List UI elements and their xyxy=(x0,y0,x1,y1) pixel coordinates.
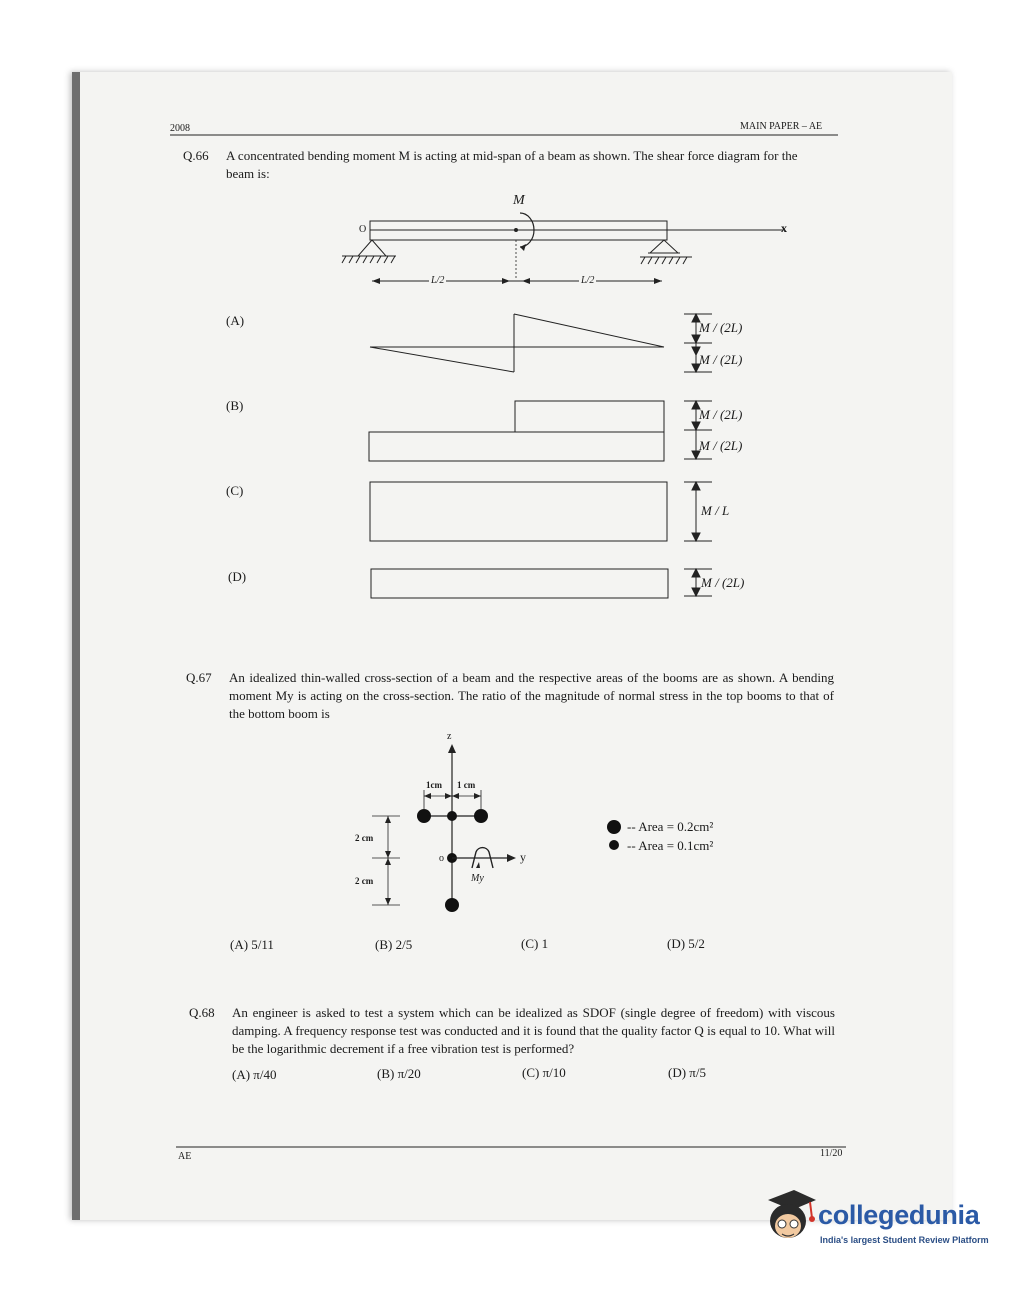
q66-half-left: L/2 xyxy=(431,275,445,286)
q67-legend-large: -- Area = 0.2cm² xyxy=(627,819,714,834)
watermark-tagline: India's largest Student Review Platform xyxy=(820,1235,989,1245)
q67-dim-1cm-left: 1cm xyxy=(426,780,442,790)
q66-origin-label: O xyxy=(359,224,367,235)
header-paper: MAIN PAPER – AE xyxy=(740,121,823,132)
q67-my-label: My xyxy=(471,873,484,884)
header-year: 2008 xyxy=(170,123,190,134)
q67-option-c: (C) 1 xyxy=(521,936,549,951)
q66-a-dim-upper: M / (2L) xyxy=(699,320,743,335)
q66-option-c-label: (C) xyxy=(226,483,244,498)
q66-d-dim: M / (2L) xyxy=(701,575,745,590)
q67-text: An idealized thin-walled cross-section of a beam and the respective areas of the booms are as shown. A bending moment My is acting on the cross-section. The ratio of the magnitude of normal stress in the top booms to that of the bottom boom is xyxy=(229,670,834,721)
watermark-brand: collegedunia xyxy=(818,1200,980,1230)
q67-dim-1cm-right: 1 cm xyxy=(457,780,476,790)
q67-legend-small: -- Area = 0.1cm² xyxy=(627,838,714,853)
q68-option-c: (C) π/10 xyxy=(522,1065,566,1080)
q67-option-b: (B) 2/5 xyxy=(375,937,413,952)
q66-moment-label: M xyxy=(513,193,525,208)
q67-dim-2cm-top: 2 cm xyxy=(355,833,374,843)
q67-number: Q.67 xyxy=(186,670,212,685)
q66-c-dim: M / L xyxy=(701,503,730,518)
footer-left: AE xyxy=(178,1151,192,1162)
q67-option-a: (A) 5/11 xyxy=(230,937,274,952)
q67-z-label: z xyxy=(447,731,452,742)
q68-option-d: (D) π/5 xyxy=(668,1065,706,1080)
q66-text: A concentrated bending moment M is acting at mid-span of a beam as shown. The shear force diagram for the beam is: xyxy=(226,148,798,181)
q66-option-d-label: (D) xyxy=(228,569,247,584)
q67-dim-2cm-bottom: 2 cm xyxy=(355,876,374,886)
q67-o-label: o xyxy=(439,853,444,864)
mascot-icon xyxy=(760,1188,816,1250)
q68-option-a: (A) π/40 xyxy=(232,1067,277,1082)
q66-a-dim-lower: M / (2L) xyxy=(699,352,743,367)
footer-page: 11/20 xyxy=(820,1148,843,1159)
q66-option-a-label: (A) xyxy=(226,313,245,328)
q68-number: Q.68 xyxy=(189,1005,215,1020)
q66-axis-x-label: x xyxy=(781,221,787,235)
q66-number: Q.66 xyxy=(183,148,209,163)
q68-option-b: (B) π/20 xyxy=(377,1066,421,1081)
q68-text: An engineer is asked to test a system which can be idealized as SDOF (single degree of freedom) with viscous damping. A frequency response test was conducted and it is found that the quality factor Q is equal to 10. What will be the logarithmic decrement if a free vibration test is performed? xyxy=(232,1005,835,1056)
q66-b-dim-upper: M / (2L) xyxy=(699,407,743,422)
q66-half-right: L/2 xyxy=(581,275,595,286)
q66-b-dim-lower: M / (2L) xyxy=(699,438,743,453)
q67-y-label: y xyxy=(520,850,526,864)
q67-option-d: (D) 5/2 xyxy=(667,936,705,951)
q66-option-b-label: (B) xyxy=(226,398,244,413)
